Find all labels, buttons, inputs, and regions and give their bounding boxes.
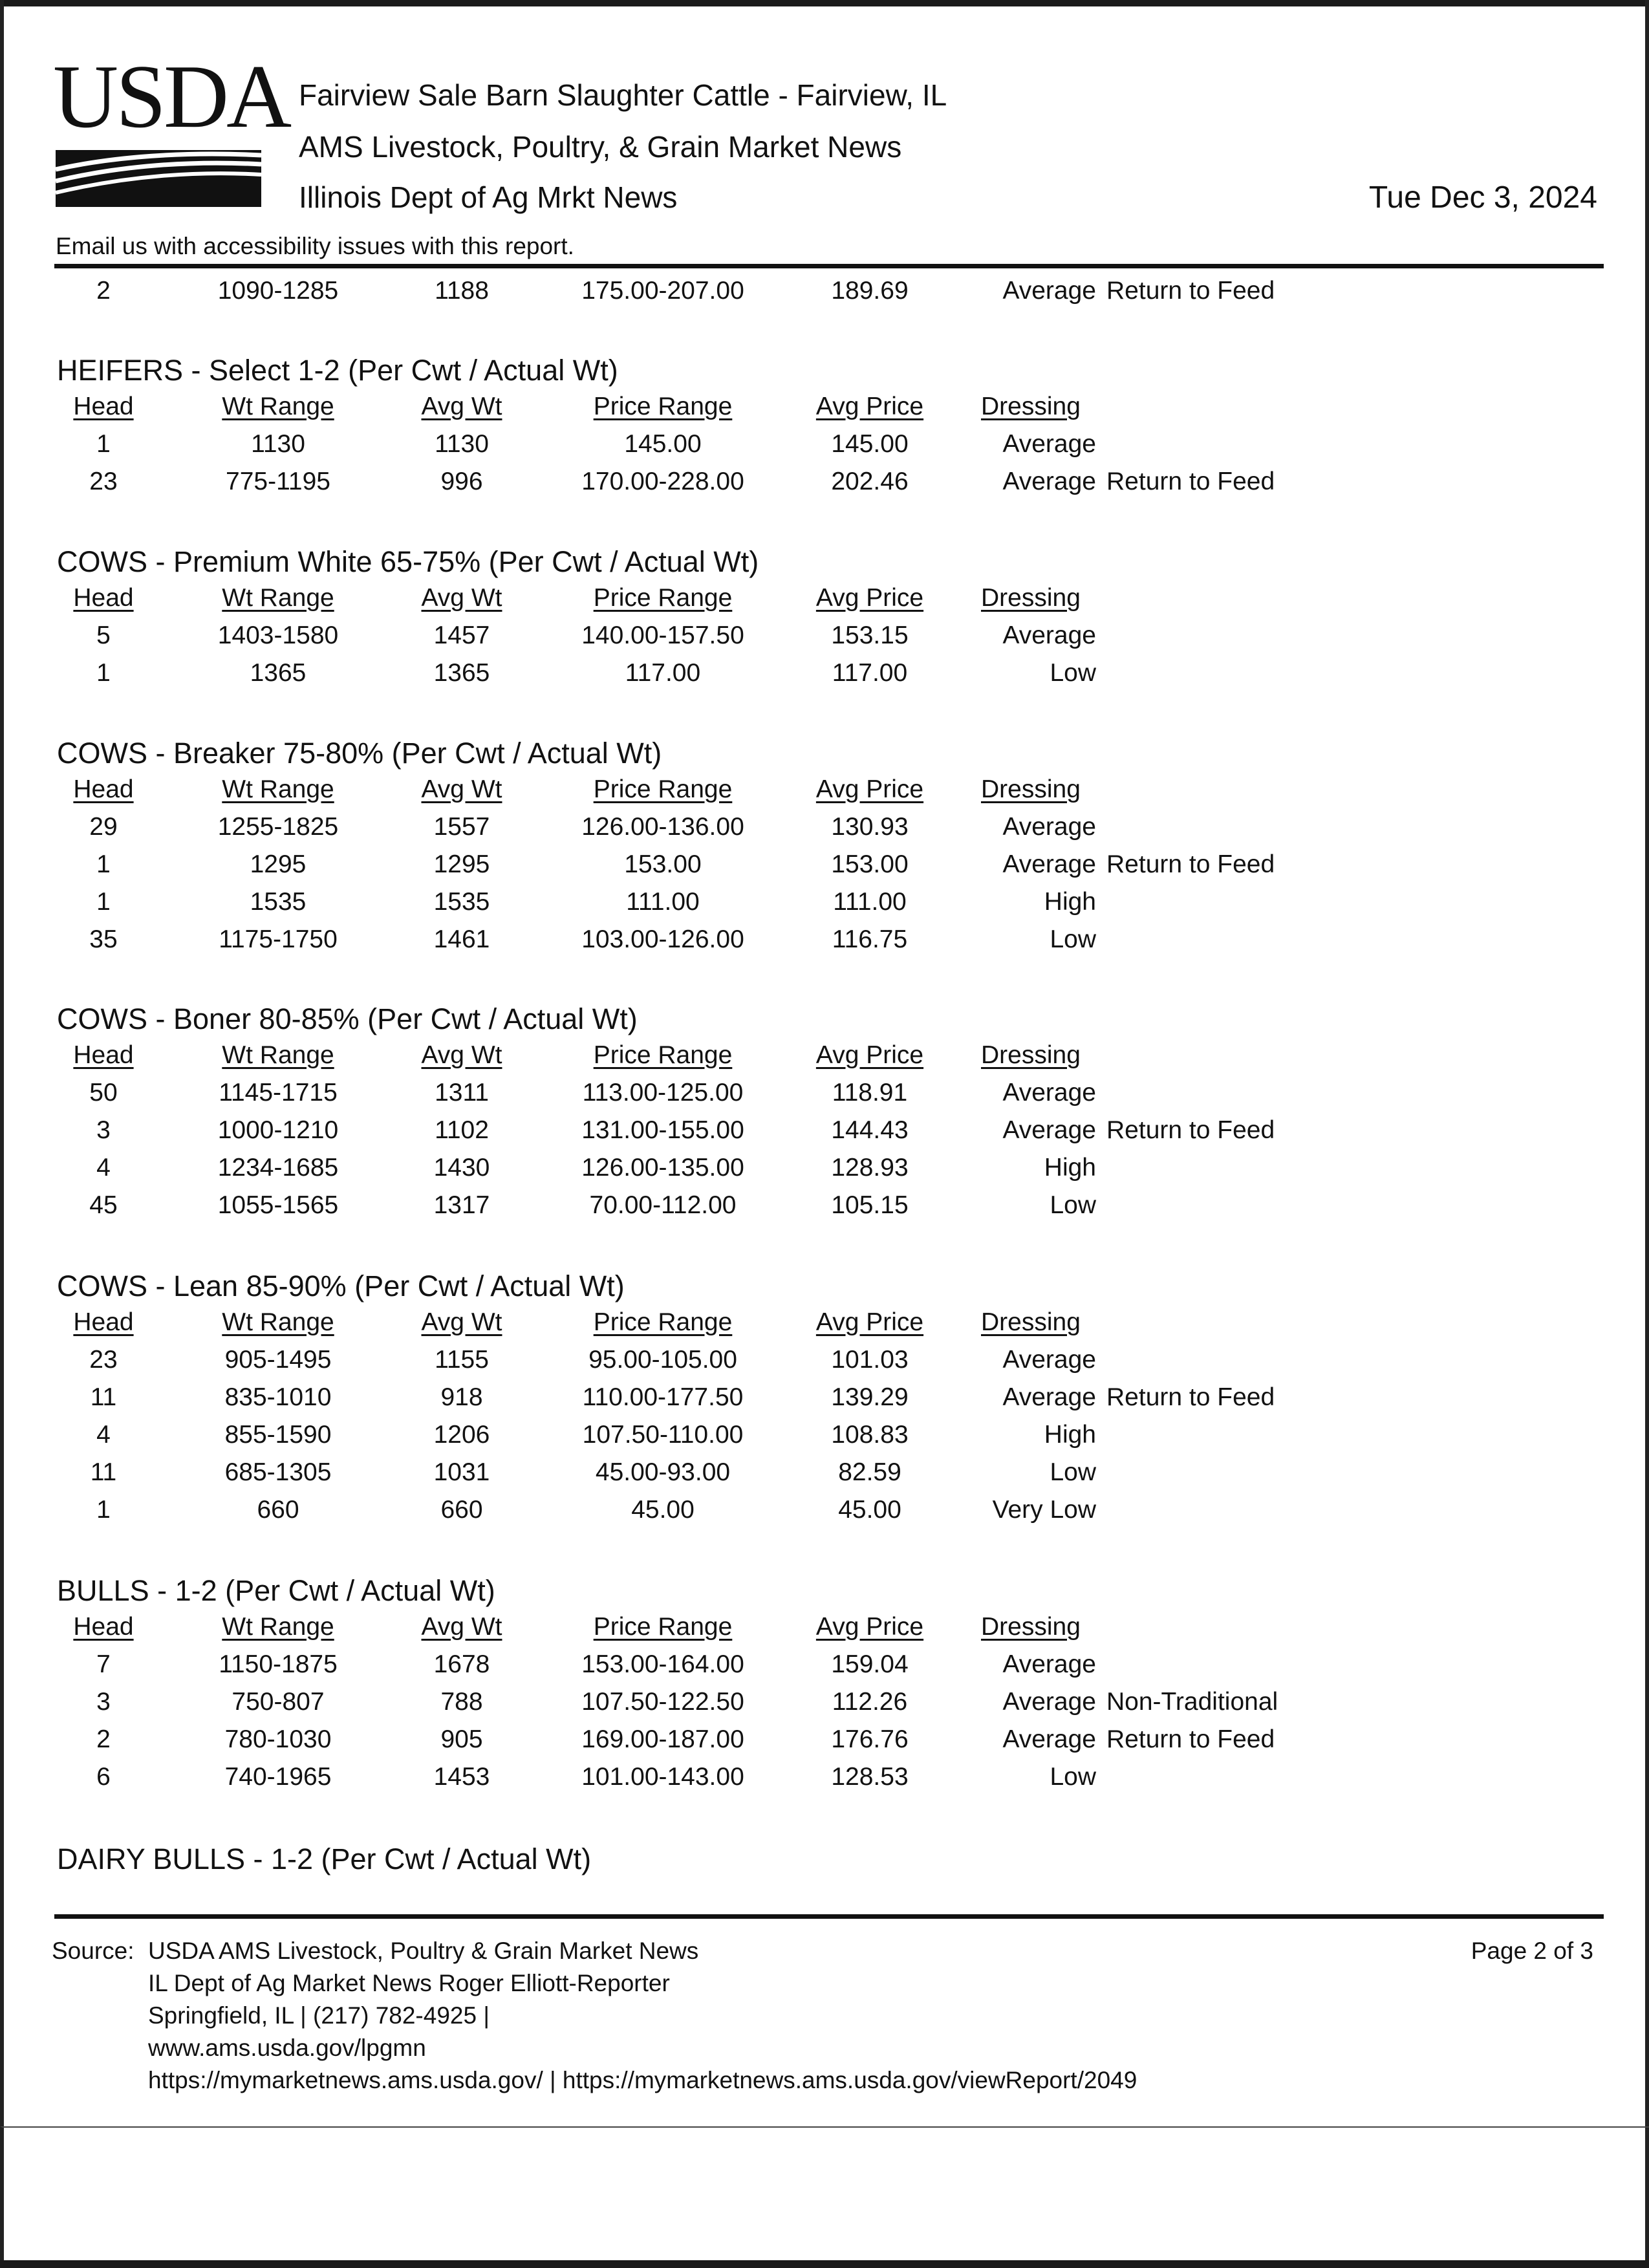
wt-range-cell: 1535 bbox=[250, 888, 307, 916]
table-row bbox=[0, 923, 1649, 956]
column-header-avg-wt: Avg Wt bbox=[421, 1041, 502, 1069]
avg-price-cell: 202.46 bbox=[831, 468, 909, 495]
column-header-avg-wt: Avg Wt bbox=[421, 1613, 502, 1641]
avg-wt-cell: 1188 bbox=[435, 277, 489, 305]
scan-lower-region bbox=[0, 2126, 1649, 2263]
column-header-wt-range: Wt Range bbox=[222, 584, 334, 612]
head-cell: 7 bbox=[96, 1650, 111, 1678]
price-range-cell: 175.00-207.00 bbox=[581, 277, 744, 305]
price-range-cell: 111.00 bbox=[626, 888, 700, 916]
price-range-cell: 103.00-126.00 bbox=[581, 925, 744, 953]
column-header-avg-price: Avg Price bbox=[815, 1041, 924, 1069]
head-cell: 5 bbox=[96, 621, 111, 649]
avg-wt-cell: 788 bbox=[440, 1688, 483, 1716]
footer-website-link[interactable]: www.ams.usda.gov/lpgmn bbox=[148, 2035, 426, 2061]
dressing-cell: Average bbox=[1002, 621, 1096, 649]
column-header-dressing: Dressing bbox=[981, 393, 1081, 420]
avg-price-cell: 189.69 bbox=[831, 277, 909, 305]
page-number: Page 2 of 3 bbox=[1471, 1938, 1593, 1964]
avg-price-cell: 116.75 bbox=[832, 925, 908, 953]
wt-range-cell: 1175-1750 bbox=[219, 925, 338, 953]
column-header-avg-price: Avg Price bbox=[815, 1308, 924, 1336]
avg-price-cell: 153.00 bbox=[831, 850, 909, 878]
avg-wt-cell: 1031 bbox=[433, 1458, 490, 1486]
price-range-cell: 169.00-187.00 bbox=[581, 1725, 744, 1753]
column-header-row bbox=[0, 1611, 1649, 1643]
avg-wt-cell: 1295 bbox=[433, 850, 490, 878]
dressing-cell: Average bbox=[1002, 1116, 1096, 1144]
column-header-wt-range: Wt Range bbox=[222, 393, 334, 420]
column-header-head: Head bbox=[73, 393, 134, 420]
dressing-cell: High bbox=[1044, 1154, 1096, 1182]
section-title: COWS - Premium White 65-75% (Per Cwt / Actual Wt) bbox=[57, 545, 759, 578]
table-row bbox=[0, 1723, 1649, 1756]
avg-wt-cell: 905 bbox=[440, 1725, 483, 1753]
wt-range-cell: 1000-1210 bbox=[217, 1116, 339, 1144]
usda-logo-field-icon bbox=[56, 150, 261, 207]
column-header-avg-wt: Avg Wt bbox=[421, 584, 502, 612]
column-header-dressing: Dressing bbox=[981, 1613, 1081, 1641]
table-row bbox=[0, 620, 1649, 652]
table-row bbox=[0, 1189, 1649, 1222]
note-cell: Return to Feed bbox=[1106, 1725, 1275, 1753]
column-header-wt-range: Wt Range bbox=[222, 1308, 334, 1336]
price-range-cell: 126.00-135.00 bbox=[581, 1154, 744, 1182]
head-cell: 11 bbox=[90, 1383, 117, 1411]
column-header-avg-price: Avg Price bbox=[815, 1613, 924, 1641]
column-header-price-range: Price Range bbox=[593, 584, 733, 612]
table-row bbox=[0, 428, 1649, 460]
column-header-row bbox=[0, 773, 1649, 806]
footer-reporter-line: IL Dept of Ag Market News Roger Elliott-Reporter bbox=[148, 1970, 670, 1996]
column-header-dressing: Dressing bbox=[981, 1041, 1081, 1069]
note-cell: Return to Feed bbox=[1106, 277, 1275, 305]
avg-price-cell: 159.04 bbox=[831, 1650, 909, 1678]
table-row bbox=[0, 1152, 1649, 1184]
dressing-cell: High bbox=[1044, 1421, 1096, 1449]
column-header-avg-wt: Avg Wt bbox=[421, 775, 502, 803]
footer-source-line: USDA AMS Livestock, Poultry & Grain Market News bbox=[148, 1938, 699, 1964]
dressing-cell: Average bbox=[1002, 468, 1096, 495]
head-cell: 6 bbox=[96, 1763, 111, 1791]
avg-price-cell: 128.93 bbox=[831, 1154, 909, 1182]
report-date: Tue Dec 3, 2024 bbox=[1368, 180, 1597, 215]
column-header-avg-wt: Avg Wt bbox=[421, 393, 502, 420]
column-header-wt-range: Wt Range bbox=[222, 1041, 334, 1069]
head-cell: 35 bbox=[89, 925, 118, 953]
avg-price-cell: 139.29 bbox=[831, 1383, 909, 1411]
price-range-cell: 145.00 bbox=[624, 430, 702, 458]
column-header-row bbox=[0, 391, 1649, 423]
header-rule bbox=[54, 264, 1604, 268]
avg-wt-cell: 1461 bbox=[433, 925, 490, 953]
price-range-cell: 126.00-136.00 bbox=[581, 813, 744, 841]
avg-price-cell: 145.00 bbox=[831, 430, 909, 458]
table-row bbox=[0, 1761, 1649, 1793]
head-cell: 1 bbox=[96, 888, 111, 916]
dressing-cell: Average bbox=[1002, 850, 1096, 878]
note-cell: Return to Feed bbox=[1106, 850, 1275, 878]
wt-range-cell: 1130 bbox=[251, 430, 305, 458]
dressing-cell: Low bbox=[1050, 1763, 1096, 1791]
note-cell: Return to Feed bbox=[1106, 468, 1275, 495]
column-header-avg-price: Avg Price bbox=[815, 775, 924, 803]
wt-range-cell: 660 bbox=[257, 1496, 299, 1524]
dressing-cell: Average bbox=[1002, 277, 1096, 305]
price-range-cell: 113.00-125.00 bbox=[582, 1079, 744, 1107]
report-title: Fairview Sale Barn Slaughter Cattle - Fairview, IL bbox=[299, 78, 947, 112]
avg-wt-cell: 1130 bbox=[435, 430, 489, 458]
avg-price-cell: 108.83 bbox=[831, 1421, 909, 1449]
table-row bbox=[0, 886, 1649, 918]
dressing-cell: Average bbox=[1002, 1650, 1096, 1678]
price-range-cell: 101.00-143.00 bbox=[581, 1763, 744, 1791]
note-cell: Non-Traditional bbox=[1106, 1688, 1278, 1716]
head-cell: 29 bbox=[89, 813, 118, 841]
avg-price-cell: 105.15 bbox=[831, 1191, 909, 1219]
column-header-head: Head bbox=[73, 1308, 134, 1336]
head-cell: 1 bbox=[96, 430, 111, 458]
table-row bbox=[0, 1686, 1649, 1718]
section-title: COWS - Boner 80-85% (Per Cwt / Actual Wt) bbox=[57, 1002, 638, 1035]
footer-report-links[interactable]: https://mymarketnews.ams.usda.gov/ | https://mymarketnews.ams.usda.gov/viewReport/2049 bbox=[148, 2067, 1137, 2093]
head-cell: 1 bbox=[96, 850, 111, 878]
head-cell: 3 bbox=[96, 1116, 111, 1144]
avg-wt-cell: 1678 bbox=[433, 1650, 490, 1678]
dressing-cell: Average bbox=[1002, 1383, 1096, 1411]
avg-price-cell: 82.59 bbox=[838, 1458, 901, 1486]
table-row bbox=[0, 1077, 1649, 1109]
avg-price-cell: 117.00 bbox=[832, 659, 908, 687]
source-label: Source: bbox=[52, 1938, 135, 1964]
avg-wt-cell: 1311 bbox=[435, 1079, 489, 1107]
dressing-cell: High bbox=[1044, 888, 1096, 916]
column-header-avg-price: Avg Price bbox=[815, 584, 924, 612]
avg-wt-cell: 660 bbox=[440, 1496, 483, 1524]
head-cell: 1 bbox=[96, 659, 111, 687]
price-range-cell: 45.00 bbox=[631, 1496, 695, 1524]
price-range-cell: 153.00 bbox=[624, 850, 702, 878]
dressing-cell: Low bbox=[1050, 925, 1096, 953]
avg-price-cell: 101.03 bbox=[831, 1346, 909, 1374]
dressing-cell: Low bbox=[1050, 1191, 1096, 1219]
avg-price-cell: 176.76 bbox=[831, 1725, 909, 1753]
scan-border-top bbox=[0, 0, 1649, 6]
dressing-cell: Average bbox=[1002, 813, 1096, 841]
column-header-price-range: Price Range bbox=[593, 1613, 733, 1641]
usda-logo bbox=[53, 47, 290, 215]
section-title: BULLS - 1-2 (Per Cwt / Actual Wt) bbox=[57, 1574, 495, 1607]
avg-wt-cell: 996 bbox=[440, 468, 483, 495]
table-row bbox=[0, 657, 1649, 689]
column-header-head: Head bbox=[73, 1613, 134, 1641]
wt-range-cell: 1090-1285 bbox=[217, 277, 339, 305]
avg-price-cell: 130.93 bbox=[831, 813, 909, 841]
table-row bbox=[0, 1381, 1649, 1414]
price-range-cell: 170.00-228.00 bbox=[581, 468, 744, 495]
column-header-dressing: Dressing bbox=[981, 1308, 1081, 1336]
price-range-cell: 131.00-155.00 bbox=[581, 1116, 744, 1144]
avg-wt-cell: 1155 bbox=[435, 1346, 489, 1374]
footer-rule bbox=[54, 1914, 1604, 1919]
accessibility-note: Email us with accessibility issues with this report. bbox=[56, 233, 574, 259]
dressing-cell: Low bbox=[1050, 659, 1096, 687]
avg-price-cell: 118.91 bbox=[832, 1079, 908, 1107]
wt-range-cell: 685-1305 bbox=[224, 1458, 332, 1486]
dressing-cell: Average bbox=[1002, 1079, 1096, 1107]
usda-logo-text: USDA bbox=[53, 47, 290, 147]
footer-contact-line: Springfield, IL | (217) 782-4925 | bbox=[148, 2002, 490, 2029]
wt-range-cell: 855-1590 bbox=[224, 1421, 332, 1449]
wt-range-cell: 1255-1825 bbox=[217, 813, 339, 841]
head-cell: 2 bbox=[96, 1725, 111, 1753]
column-header-wt-range: Wt Range bbox=[222, 775, 334, 803]
head-cell: 23 bbox=[89, 1346, 118, 1374]
head-cell: 4 bbox=[96, 1421, 111, 1449]
avg-wt-cell: 1457 bbox=[433, 621, 490, 649]
section-title: HEIFERS - Select 1-2 (Per Cwt / Actual Wt) bbox=[57, 354, 618, 387]
avg-price-cell: 45.00 bbox=[838, 1496, 901, 1524]
table-row bbox=[0, 466, 1649, 498]
dressing-cell: Average bbox=[1002, 430, 1096, 458]
scan-border-bottom bbox=[0, 2260, 1649, 2268]
head-cell: 3 bbox=[96, 1688, 111, 1716]
avg-wt-cell: 1535 bbox=[433, 888, 490, 916]
column-header-row bbox=[0, 582, 1649, 614]
column-header-price-range: Price Range bbox=[593, 393, 733, 420]
column-header-avg-wt: Avg Wt bbox=[421, 1308, 502, 1336]
column-header-head: Head bbox=[73, 1041, 134, 1069]
price-range-cell: 70.00-112.00 bbox=[589, 1191, 737, 1219]
avg-wt-cell: 1206 bbox=[433, 1421, 490, 1449]
table-row bbox=[0, 1114, 1649, 1147]
head-cell: 2 bbox=[96, 277, 111, 305]
head-cell: 1 bbox=[96, 1496, 111, 1524]
column-header-dressing: Dressing bbox=[981, 584, 1081, 612]
avg-wt-cell: 1102 bbox=[435, 1116, 489, 1144]
price-range-cell: 110.00-177.50 bbox=[582, 1383, 744, 1411]
wt-range-cell: 750-807 bbox=[232, 1688, 325, 1716]
column-header-row bbox=[0, 1306, 1649, 1339]
avg-wt-cell: 1453 bbox=[433, 1763, 490, 1791]
section-title: COWS - Breaker 75-80% (Per Cwt / Actual Wt) bbox=[57, 737, 662, 770]
wt-range-cell: 835-1010 bbox=[224, 1383, 332, 1411]
price-range-cell: 95.00-105.00 bbox=[588, 1346, 737, 1374]
table-row bbox=[0, 1456, 1649, 1489]
table-row bbox=[0, 848, 1649, 881]
price-range-cell: 107.50-110.00 bbox=[582, 1421, 744, 1449]
wt-range-cell: 1295 bbox=[250, 850, 307, 878]
price-range-cell: 107.50-122.50 bbox=[581, 1688, 744, 1716]
column-header-row bbox=[0, 1039, 1649, 1072]
dressing-cell: Average bbox=[1002, 1688, 1096, 1716]
avg-wt-cell: 918 bbox=[440, 1383, 483, 1411]
section-title: COWS - Lean 85-90% (Per Cwt / Actual Wt) bbox=[57, 1269, 625, 1302]
avg-wt-cell: 1557 bbox=[433, 813, 490, 841]
table-row bbox=[0, 275, 1649, 307]
head-cell: 45 bbox=[89, 1191, 118, 1219]
wt-range-cell: 775-1195 bbox=[226, 468, 330, 495]
avg-wt-cell: 1317 bbox=[433, 1191, 490, 1219]
head-cell: 23 bbox=[89, 468, 118, 495]
avg-price-cell: 153.15 bbox=[831, 621, 909, 649]
dressing-cell: Low bbox=[1050, 1458, 1096, 1486]
price-range-cell: 117.00 bbox=[625, 659, 701, 687]
column-header-head: Head bbox=[73, 775, 134, 803]
head-cell: 50 bbox=[89, 1079, 118, 1107]
table-row bbox=[0, 811, 1649, 843]
section-title: DAIRY BULLS - 1-2 (Per Cwt / Actual Wt) bbox=[57, 1842, 592, 1875]
price-range-cell: 45.00-93.00 bbox=[595, 1458, 731, 1486]
dressing-cell: Average bbox=[1002, 1725, 1096, 1753]
wt-range-cell: 740-1965 bbox=[224, 1763, 332, 1791]
report-agency: AMS Livestock, Poultry, & Grain Market News bbox=[299, 130, 902, 164]
column-header-price-range: Price Range bbox=[593, 1308, 733, 1336]
price-range-cell: 153.00-164.00 bbox=[581, 1650, 744, 1678]
column-header-head: Head bbox=[73, 584, 134, 612]
wt-range-cell: 1055-1565 bbox=[217, 1191, 339, 1219]
column-header-wt-range: Wt Range bbox=[222, 1613, 334, 1641]
wt-range-cell: 1150-1875 bbox=[219, 1650, 338, 1678]
column-header-avg-price: Avg Price bbox=[815, 393, 924, 420]
wt-range-cell: 1365 bbox=[250, 659, 307, 687]
avg-price-cell: 144.43 bbox=[831, 1116, 909, 1144]
head-cell: 4 bbox=[96, 1154, 111, 1182]
report-office: Illinois Dept of Ag Mrkt News bbox=[299, 180, 678, 214]
wt-range-cell: 1234-1685 bbox=[217, 1154, 339, 1182]
price-range-cell: 140.00-157.50 bbox=[581, 621, 744, 649]
dressing-cell: Very Low bbox=[992, 1496, 1096, 1524]
note-cell: Return to Feed bbox=[1106, 1116, 1275, 1144]
wt-range-cell: 1145-1715 bbox=[219, 1079, 338, 1107]
avg-price-cell: 111.00 bbox=[833, 888, 907, 916]
column-header-dressing: Dressing bbox=[981, 775, 1081, 803]
column-header-price-range: Price Range bbox=[593, 1041, 733, 1069]
avg-price-cell: 112.26 bbox=[832, 1688, 908, 1716]
table-row bbox=[0, 1344, 1649, 1376]
wt-range-cell: 780-1030 bbox=[224, 1725, 332, 1753]
column-header-price-range: Price Range bbox=[593, 775, 733, 803]
wt-range-cell: 905-1495 bbox=[224, 1346, 332, 1374]
wt-range-cell: 1403-1580 bbox=[217, 621, 339, 649]
dressing-cell: Average bbox=[1002, 1346, 1096, 1374]
avg-wt-cell: 1430 bbox=[433, 1154, 490, 1182]
avg-price-cell: 128.53 bbox=[831, 1763, 909, 1791]
table-row bbox=[0, 1419, 1649, 1451]
avg-wt-cell: 1365 bbox=[433, 659, 490, 687]
head-cell: 11 bbox=[90, 1458, 117, 1486]
note-cell: Return to Feed bbox=[1106, 1383, 1275, 1411]
table-row bbox=[0, 1648, 1649, 1681]
table-row bbox=[0, 1494, 1649, 1526]
